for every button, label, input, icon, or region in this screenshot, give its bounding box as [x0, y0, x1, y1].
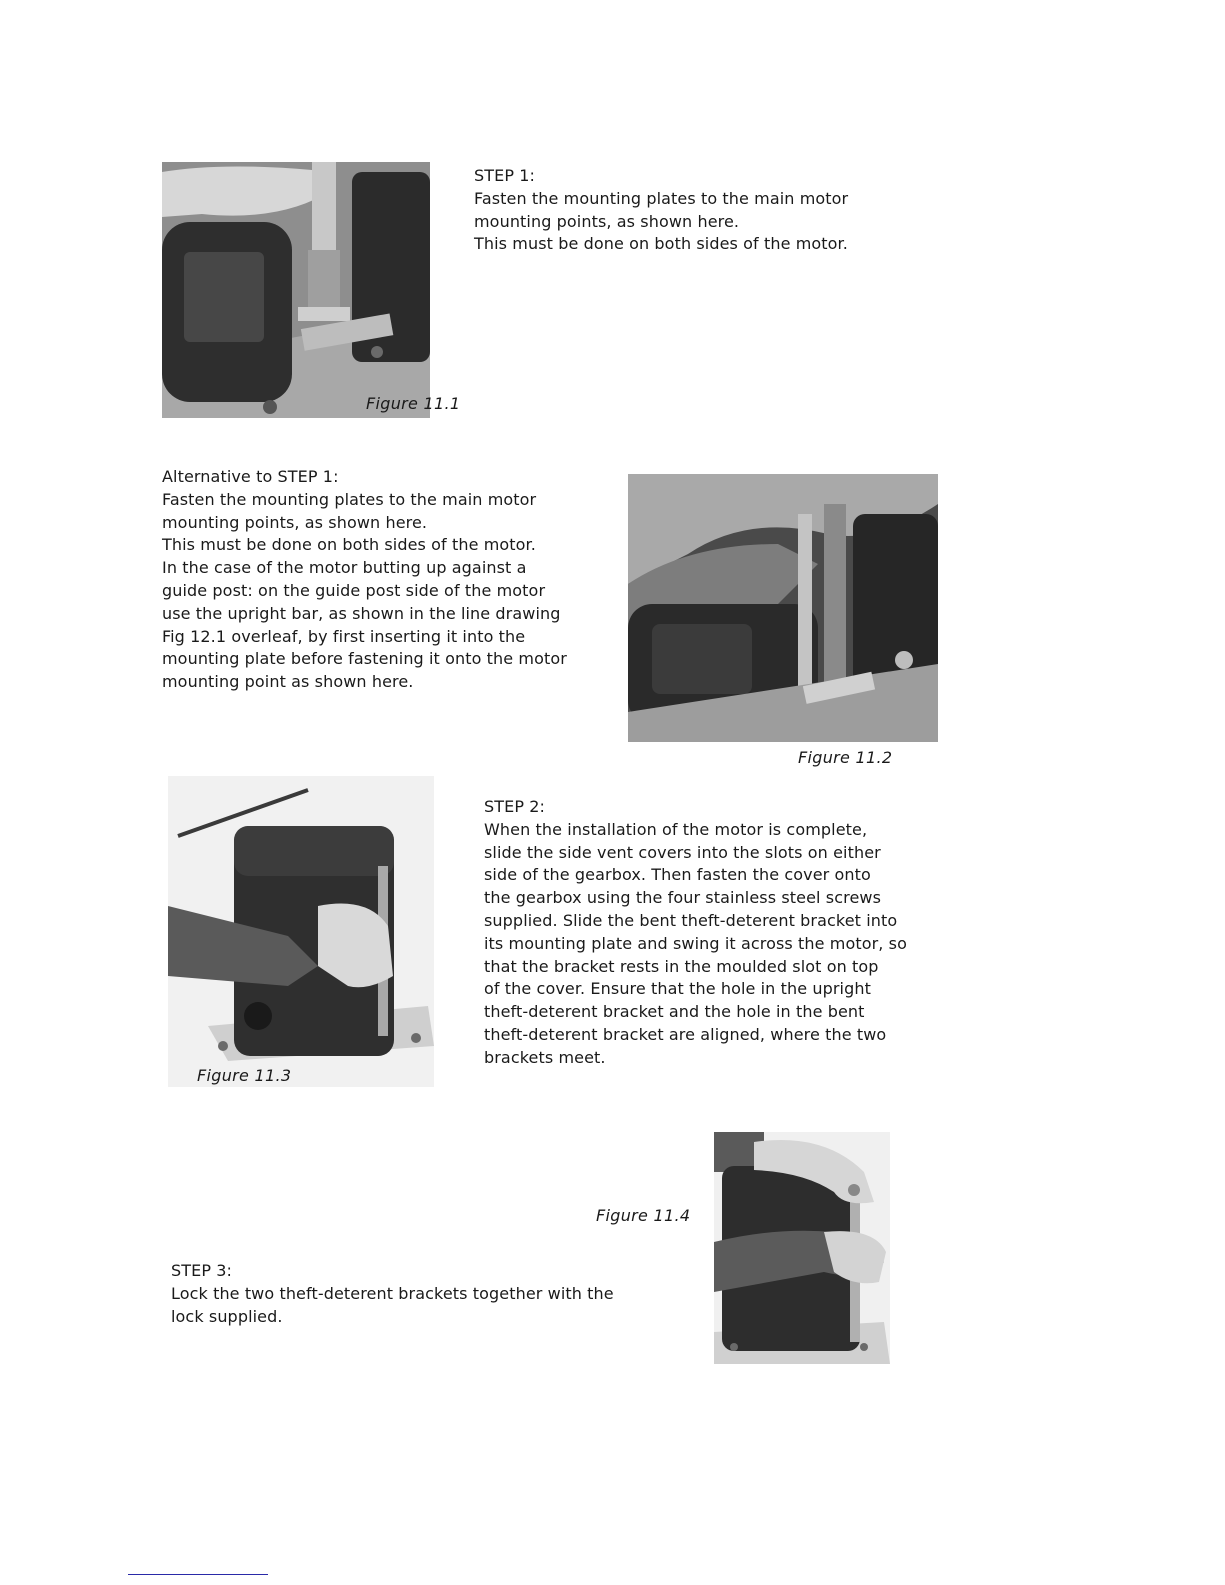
step1-line: This must be done on both sides of the motor.: [474, 234, 848, 254]
figure-11-4-caption: Figure 11.4: [596, 1206, 691, 1225]
step2-line: that the bracket rests in the moulded slot on top: [484, 956, 879, 976]
step3-line: Lock the two theft-deterent brackets together with the: [171, 1283, 614, 1303]
alt-step1-line: mounting plate before fastening it onto the motor: [162, 649, 567, 669]
alt-step1-text: [162, 466, 567, 694]
figure-11-1-caption: Figure 11.1: [366, 394, 461, 413]
step2-line: brackets meet.: [484, 1047, 606, 1067]
footer-rule: [128, 1574, 268, 1575]
step3-heading: STEP 3:: [171, 1261, 233, 1280]
step3-text: [171, 1260, 614, 1328]
figure-11-2-caption: Figure 11.2: [798, 748, 893, 767]
alt-step1-line: mounting points, as shown here.: [162, 512, 428, 532]
step1-text: [474, 165, 848, 256]
step2-line: the gearbox using the four stainless steel screws: [484, 888, 882, 908]
alt-step1-heading: Alternative to STEP 1:: [162, 467, 339, 486]
alt-step1-line: This must be done on both sides of the motor.: [162, 535, 536, 555]
figure-11-3-photo: [168, 776, 434, 1087]
alt-step1-line: Fig 12.1 overleaf, by first inserting it into the: [162, 626, 526, 646]
step3-line: lock supplied.: [171, 1306, 283, 1326]
alt-step1-line: guide post: on the guide post side of the motor: [162, 580, 546, 600]
figure-11-3-caption: Figure 11.3: [197, 1066, 292, 1085]
figure-11-1-photo: [162, 162, 430, 418]
step2-line: theft-deterent bracket are aligned, where the two: [484, 1024, 887, 1044]
step2-line: When the installation of the motor is complete,: [484, 819, 868, 839]
step1-line: Fasten the mounting plates to the main motor: [474, 188, 849, 208]
alt-step1-line: mounting point as shown here.: [162, 672, 414, 692]
alt-step1-line: Fasten the mounting plates to the main motor: [162, 489, 537, 509]
step2-line: supplied. Slide the bent theft-deterent bracket into: [484, 910, 898, 930]
step2-line: slide the side vent covers into the slots on either: [484, 842, 881, 862]
alt-step1-line: use the upright bar, as shown in the line drawing: [162, 603, 561, 623]
step2-line: of the cover. Ensure that the hole in the upright: [484, 979, 871, 999]
step2-line: side of the gearbox. Then fasten the cover onto: [484, 865, 871, 885]
alt-step1-line: In the case of the motor butting up against a: [162, 558, 527, 578]
step1-heading: STEP 1:: [474, 166, 536, 185]
step2-line: theft-deterent bracket and the hole in the bent: [484, 1002, 865, 1022]
figure-11-2-photo: [628, 474, 938, 742]
figure-11-4-photo: [714, 1132, 890, 1364]
step2-text: [484, 796, 907, 1070]
step2-heading: STEP 2:: [484, 797, 546, 816]
step2-line: its mounting plate and swing it across the motor, so: [484, 933, 907, 953]
step1-line: mounting points, as shown here.: [474, 211, 740, 231]
